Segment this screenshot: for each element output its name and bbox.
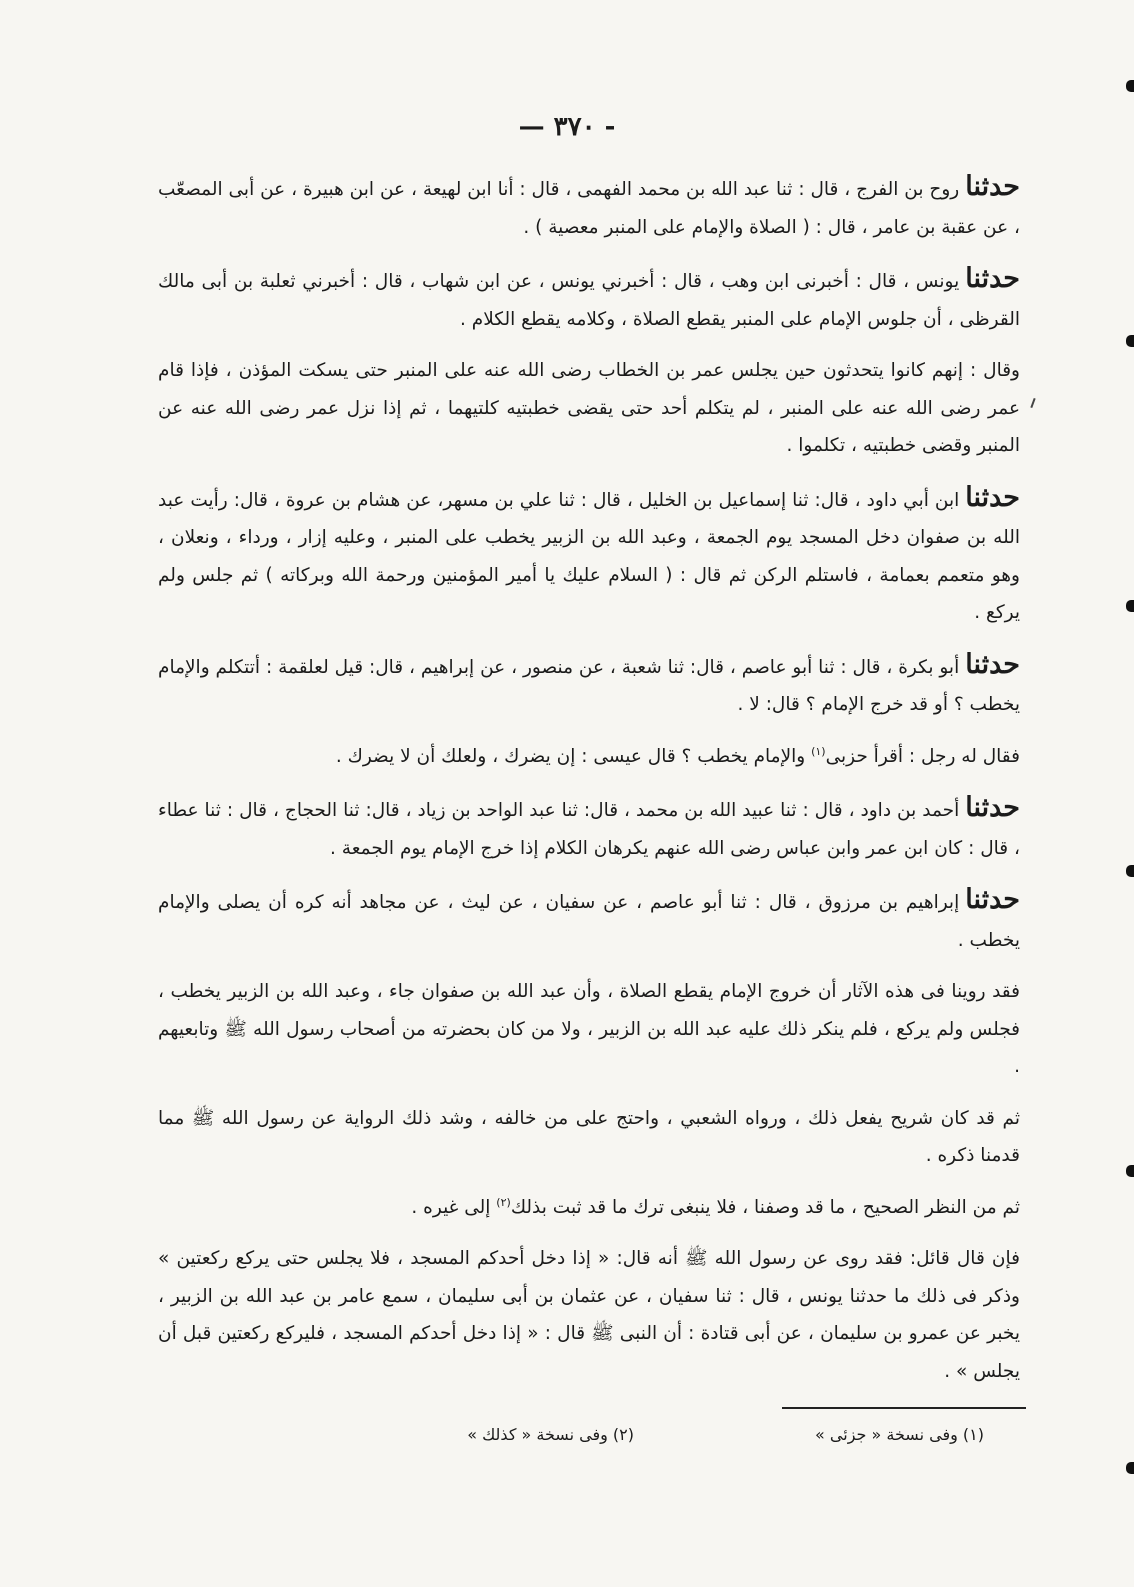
paragraph-text: إبراهيم بن مرزوق ، قال : ثنا أبو عاصم ، عن سفيان ، عن ليث ، عن مجاهد أنه كره أن يصلى والإمام يخطب . — [158, 892, 1020, 951]
paragraph-text: وقال : إنهم كانوا يتحدثون حين يجلس عمر بن الخطاب رضى الله عنه على المنبر حتى يسكت المؤذن ، فإذا قام عمر رضى الله عنه على المنبر ، لم يتكلم أحد حتى يقضى خطبتيه كلتيهما ، ثم إذا نزل عمر رضى الله عنه عن المنبر وقضى خطبتيه ، تكلموا . — [158, 360, 1020, 456]
paragraph-text: يونس ، قال : أخبرنى ابن وهب ، قال : أخبرني يونس ، عن ابن شهاب ، قال : أخبرني ثعلبة بن أبى مالك القرظى ، أن جلوس الإمام على المنبر يقطع الصلاة ، وكلامه يقطع الكلام . — [158, 271, 1020, 330]
paragraph — [158, 1240, 1020, 1390]
paragraph — [158, 1100, 1020, 1175]
paragraph-text: فقد روينا فى هذه الآثار أن خروج الإمام يقطع الصلاة ، وأن عبد الله بن صفوان جاء ، وعبد الله بن الزبير يخطب ، فجلس ولم يركع ، فلم ينكر ذلك عليه عبد الله بن الزبير ، ولا من كان بحضرته من أصحاب رسول الله ﷺ وتابعيهم . — [158, 981, 1020, 1077]
hadith-lead-word: حدثنا — [965, 263, 1020, 294]
paragraph — [158, 479, 1020, 632]
paragraph — [158, 738, 1020, 776]
paragraph — [158, 646, 1020, 724]
page-number: — ٣٧٠ - — [518, 112, 616, 142]
paragraph — [158, 881, 1020, 959]
paragraph-text: والإمام يخطب ؟ قال عيسى : إن يضرك ، ولعلك أن لا يضرك . — [335, 745, 812, 767]
paragraph — [158, 1189, 1020, 1227]
scan-edge-mark — [1126, 1462, 1134, 1474]
hadith-lead-word: حدثنا — [965, 792, 1020, 823]
paragraph-text: روح بن الفرج ، قال : ثنا عبد الله بن محمد الفهمى ، قال : أنا ابن لهيعة ، عن ابن هبيرة ، عن أبى المصعّب ، عن عقبة بن عامر ، قال : ( الصلاة والإمام على المنبر معصية ) . — [158, 179, 1020, 238]
hadith-lead-word: حدثنا — [965, 171, 1020, 202]
paragraph — [158, 260, 1020, 338]
scan-edge-mark — [1126, 600, 1134, 612]
scan-edge-mark — [1126, 865, 1134, 877]
hadith-lead-word: حدثنا — [965, 648, 1020, 680]
paragraph-text: فقال له رجل : أقرأ حزبى — [825, 745, 1020, 767]
footnote-ref: (١) — [811, 744, 826, 758]
footnote-divider — [782, 1407, 1026, 1409]
hadith-lead-word: حدثنا — [965, 481, 1020, 513]
paragraph-text: ثم من النظر الصحيح ، ما قد وصفنا ، فلا ينبغى ترك ما قد ثبت بذلك — [510, 1196, 1020, 1218]
paragraph — [158, 168, 1020, 246]
main-text — [158, 168, 1020, 1404]
hadith-lead-word: حدثنا — [965, 884, 1020, 915]
paragraph — [158, 789, 1020, 867]
paragraph-text: إلى غيره . — [411, 1196, 497, 1218]
scan-mark — [1030, 398, 1035, 408]
scan-edge-mark — [1126, 335, 1134, 347]
paragraph-text: ابن أبي داود ، قال: ثنا إسماعيل بن الخليل ، قال : ثنا علي بن مسهر، عن هشام بن عروة ، قال: رأيت عبد الله بن صفوان دخل المسجد يوم الجمعة ، وعبد الله بن الزبير يخطب على المنبر ، وعليه إزار ، ورداء ، ونعلان ، وهو متعمم بعمامة ، فاستلم الركن ثم قال : ( السلام عليك يا أمير المؤمنين ورحمة الله وبركاته ) ثم جلس ولم يركع . — [158, 489, 1020, 623]
paragraph-text: أبو بكرة ، قال : ثنا أبو عاصم ، قال: ثنا شعبة ، عن منصور ، عن إبراهيم ، قال: قيل لعلقمة : أتتكلم والإمام يخطب ؟ أو قد خرج الإمام ؟ قال: لا . — [158, 656, 1020, 715]
paragraph — [158, 352, 1020, 465]
scan-edge-mark — [1126, 80, 1134, 92]
scan-edge-mark — [1126, 1165, 1134, 1177]
footnote-ref: (٢) — [496, 1195, 511, 1209]
paragraph-text: ثم قد كان شريح يفعل ذلك ، ورواه الشعبي ، واحتج على من خالفه ، وشد ذلك الرواية عن رسول الله ﷺ مما قدمنا ذكره . — [158, 1107, 1020, 1166]
footnote-2: (٢) وفى نسخة « كذلك » — [467, 1425, 634, 1444]
paragraph-text: أحمد بن داود ، قال : ثنا عبيد الله بن محمد ، قال: ثنا عبد الواحد بن زياد ، قال: ثنا الحجاج ، قال : ثنا عطاء ، قال : كان ابن عمر وابن عباس رضى الله عنهم يكرهان الكلام إذا خرج الإمام يوم الجمعة . — [158, 800, 1020, 859]
paragraph-text: فإن قال قائل: فقد روى عن رسول الله ﷺ أنه قال: « إذا دخل أحدكم المسجد ، فلا يجلس حتى يركع ركعتين » وذكر فى ذلك ما حدثنا يونس ، قال : ثنا سفيان ، عن عثمان بن أبى سليمان ، سمع عامر بن عبد الله بن الزبير ، يخبر عن عمرو بن سليمان ، عن أبى قتادة : أن النبى ﷺ قال : « إذا دخل أحدكم المسجد ، فليركع ركعتين قبل أن يجلس » . — [158, 1248, 1020, 1382]
footnote-1: (١) وفى نسخة « جزئى » — [815, 1425, 984, 1444]
paragraph — [158, 973, 1020, 1086]
